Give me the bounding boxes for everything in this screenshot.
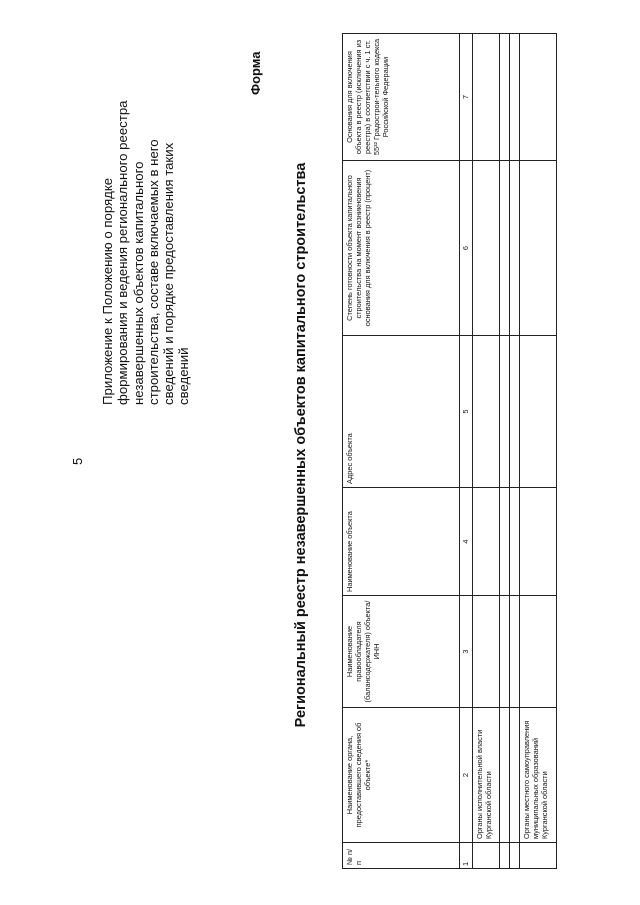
column-number: 7 (460, 34, 473, 161)
table-cell (500, 336, 510, 488)
header-cell-grounds: Основания для включения объекта в реестр (исключения из реестра) в соответствии с ч. 1 ст. 55³² Градострои-тельного кодекса Российской Федерации (343, 34, 460, 161)
table-cell (520, 488, 557, 596)
group-label-executive: Органы исполнительной власти Курганской области (473, 708, 500, 843)
table-cell (510, 34, 520, 161)
column-number: 4 (460, 488, 473, 596)
table-cell (473, 843, 500, 869)
header-cell-address: Адрес объекта (343, 336, 460, 488)
page-number: 5 (70, 457, 85, 465)
header-cell-readiness: Степень готовности объекта капитального строительства на момент возникновения основания для включения в реестр (процент) (343, 161, 460, 336)
header-cell-owner: Наименование правообладателя (балансодержателя) объекта/ ИНН (343, 596, 460, 708)
table-cell (473, 34, 500, 161)
register-table (342, 33, 557, 869)
group-label-municipal: Органы местного самоуправления муниципальных образований Курганской области (520, 708, 557, 843)
table-cell (510, 336, 520, 488)
form-label: Форма (248, 51, 263, 95)
table-cell (500, 596, 510, 708)
appendix-caption (100, 100, 192, 405)
appendix-line: сведений и порядке предоставления таких (161, 142, 177, 405)
table-cell (500, 34, 510, 161)
column-number: 2 (460, 708, 473, 843)
column-number-row (460, 34, 473, 869)
table-cell (520, 34, 557, 161)
table-cell (510, 708, 520, 843)
appendix-line: Приложение к Положению о порядке (100, 177, 115, 405)
table-header-row (343, 34, 460, 869)
header-cell-number: № п/п (343, 843, 460, 869)
table-cell (520, 843, 557, 869)
column-number: 1 (460, 843, 473, 869)
table-cell (520, 336, 557, 488)
header-cell-object-name: Наименование объекта (343, 488, 460, 596)
table-cell (473, 596, 500, 708)
table-cell (473, 161, 500, 336)
table-row (473, 34, 500, 869)
table-cell (500, 708, 510, 843)
table-row (500, 34, 510, 869)
table-cell (500, 488, 510, 596)
appendix-line: незавершенных объектов капитального (130, 161, 146, 405)
table-cell (510, 843, 520, 869)
table-cell (510, 161, 520, 336)
header-cell-authority: Наименование органа, предоставившего сведения об объекте* (343, 708, 460, 843)
table-cell (510, 488, 520, 596)
table-cell (510, 596, 520, 708)
column-number: 5 (460, 336, 473, 488)
table-cell (473, 488, 500, 596)
table-cell (520, 596, 557, 708)
appendix-line: формирования и ведения регионального реестра (115, 100, 131, 405)
table-cell (473, 336, 500, 488)
appendix-line: строительства, составе включаемых в него (145, 139, 161, 405)
table-cell (500, 843, 510, 869)
column-number: 6 (460, 161, 473, 336)
appendix-line: сведений (176, 347, 192, 405)
table-cell (500, 161, 510, 336)
column-number: 3 (460, 596, 473, 708)
table-row (520, 34, 557, 869)
register-title: Региональный реестр незавершенных объектов капитального строительства (293, 162, 309, 728)
table-cell (520, 161, 557, 336)
table-row (510, 34, 520, 869)
